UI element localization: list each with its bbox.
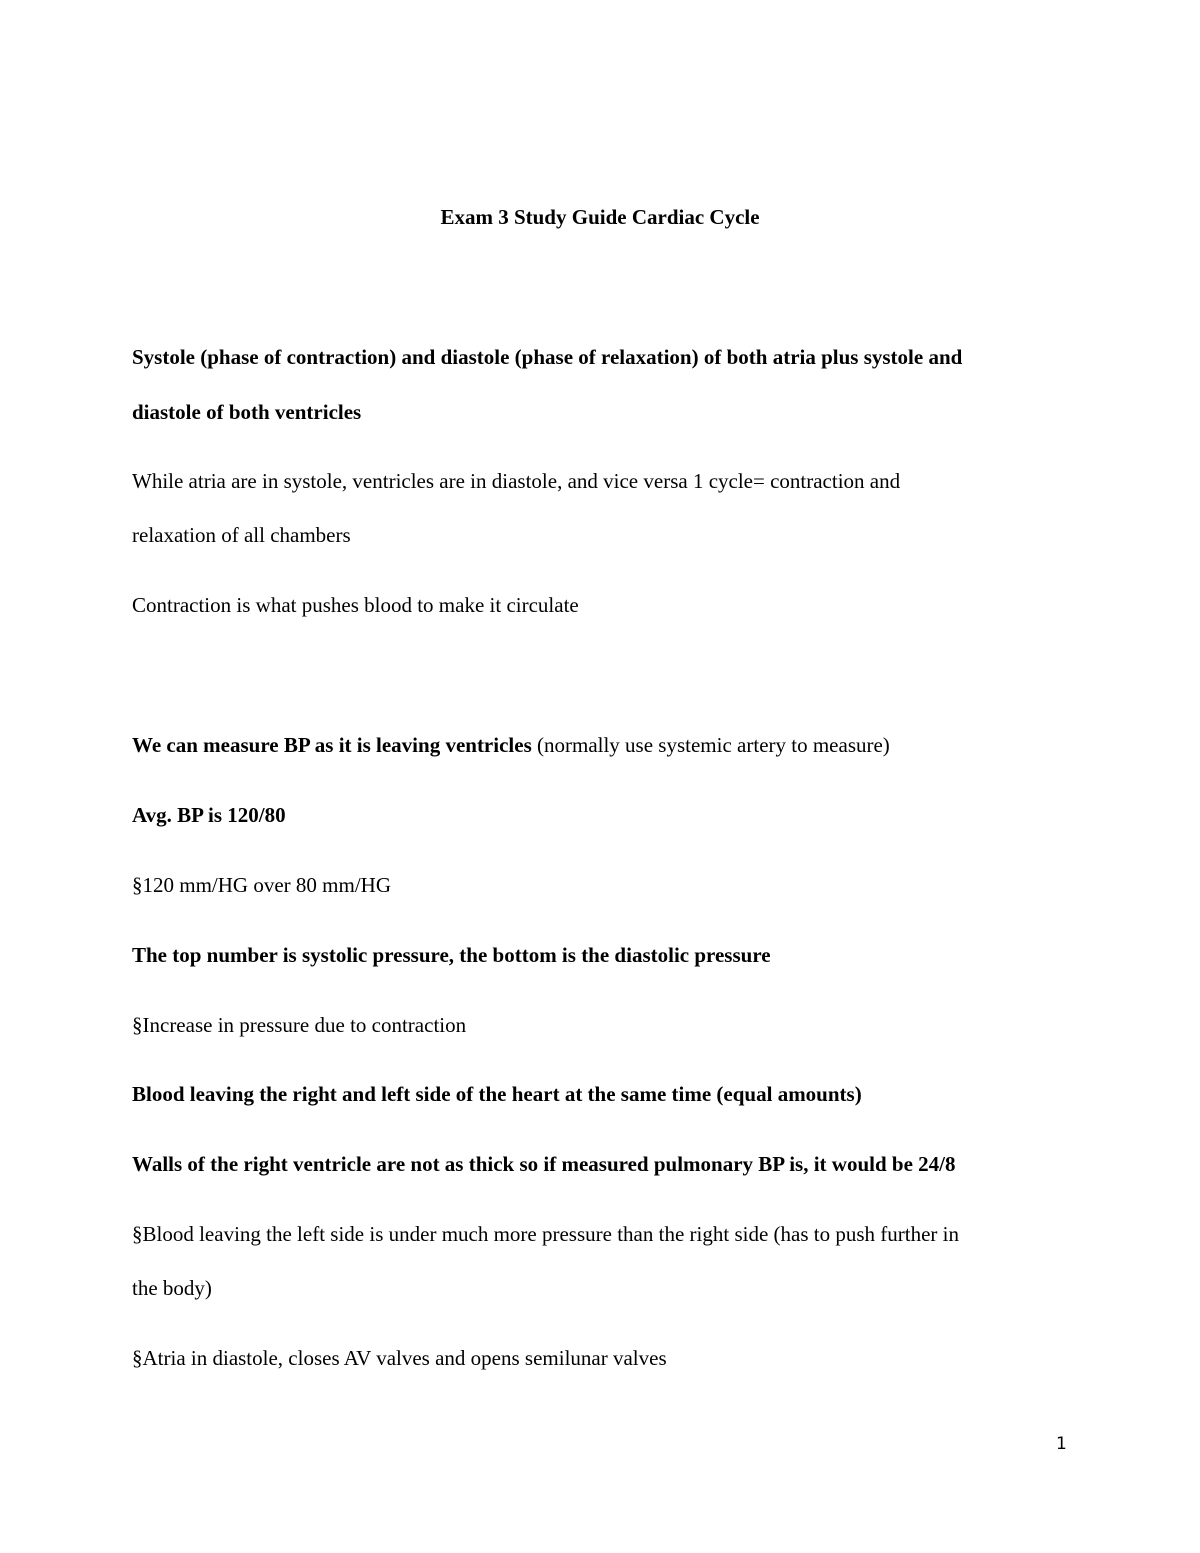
paragraph-blood-leaving: Blood leaving the right and left side of the heart at the same time (equal amounts): [132, 1082, 862, 1106]
paragraph-systole-diastole-line-1: Systole (phase of contraction) and diastole (phase of relaxation) of both atria plus systole and: [132, 345, 963, 369]
paragraph-left-side-pressure-line-1: §Blood leaving the left side is under much more pressure than the right side (has to push further in: [132, 1222, 959, 1246]
paragraph-contraction: Contraction is what pushes blood to make it circulate: [132, 593, 579, 617]
measure-bp-note: (normally use systemic artery to measure): [531, 733, 890, 757]
measure-bp-bold: We can measure BP as it is leaving ventricles: [132, 733, 532, 757]
document-title: Exam 3 Study Guide Cardiac Cycle: [440, 205, 760, 229]
paragraph-atria-ventricles-line-2: relaxation of all chambers: [132, 523, 351, 547]
paragraph-atria-diastole: §Atria in diastole, closes AV valves and opens semilunar valves: [132, 1346, 667, 1370]
paragraph-top-number: The top number is systolic pressure, the bottom is the diastolic pressure: [132, 943, 771, 967]
paragraph-measure-bp: [132, 732, 890, 758]
paragraph-increase-pressure: §Increase in pressure due to contraction: [132, 1013, 467, 1037]
page-number: 1: [1056, 1434, 1067, 1454]
paragraph-systole-diastole-line-2: diastole of both ventricles: [132, 400, 362, 424]
paragraph-left-side-pressure-line-2: the body): [132, 1276, 212, 1300]
paragraph-mm-hg: §120 mm/HG over 80 mm/HG: [132, 873, 391, 897]
paragraph-right-ventricle-walls: Walls of the right ventricle are not as thick so if measured pulmonary BP is, it would be 24/8: [132, 1152, 956, 1176]
paragraph-atria-ventricles-line-1: While atria are in systole, ventricles are in diastole, and vice versa 1 cycle= contraction and: [132, 469, 901, 493]
paragraph-avg-bp: Avg. BP is 120/80: [132, 803, 286, 827]
